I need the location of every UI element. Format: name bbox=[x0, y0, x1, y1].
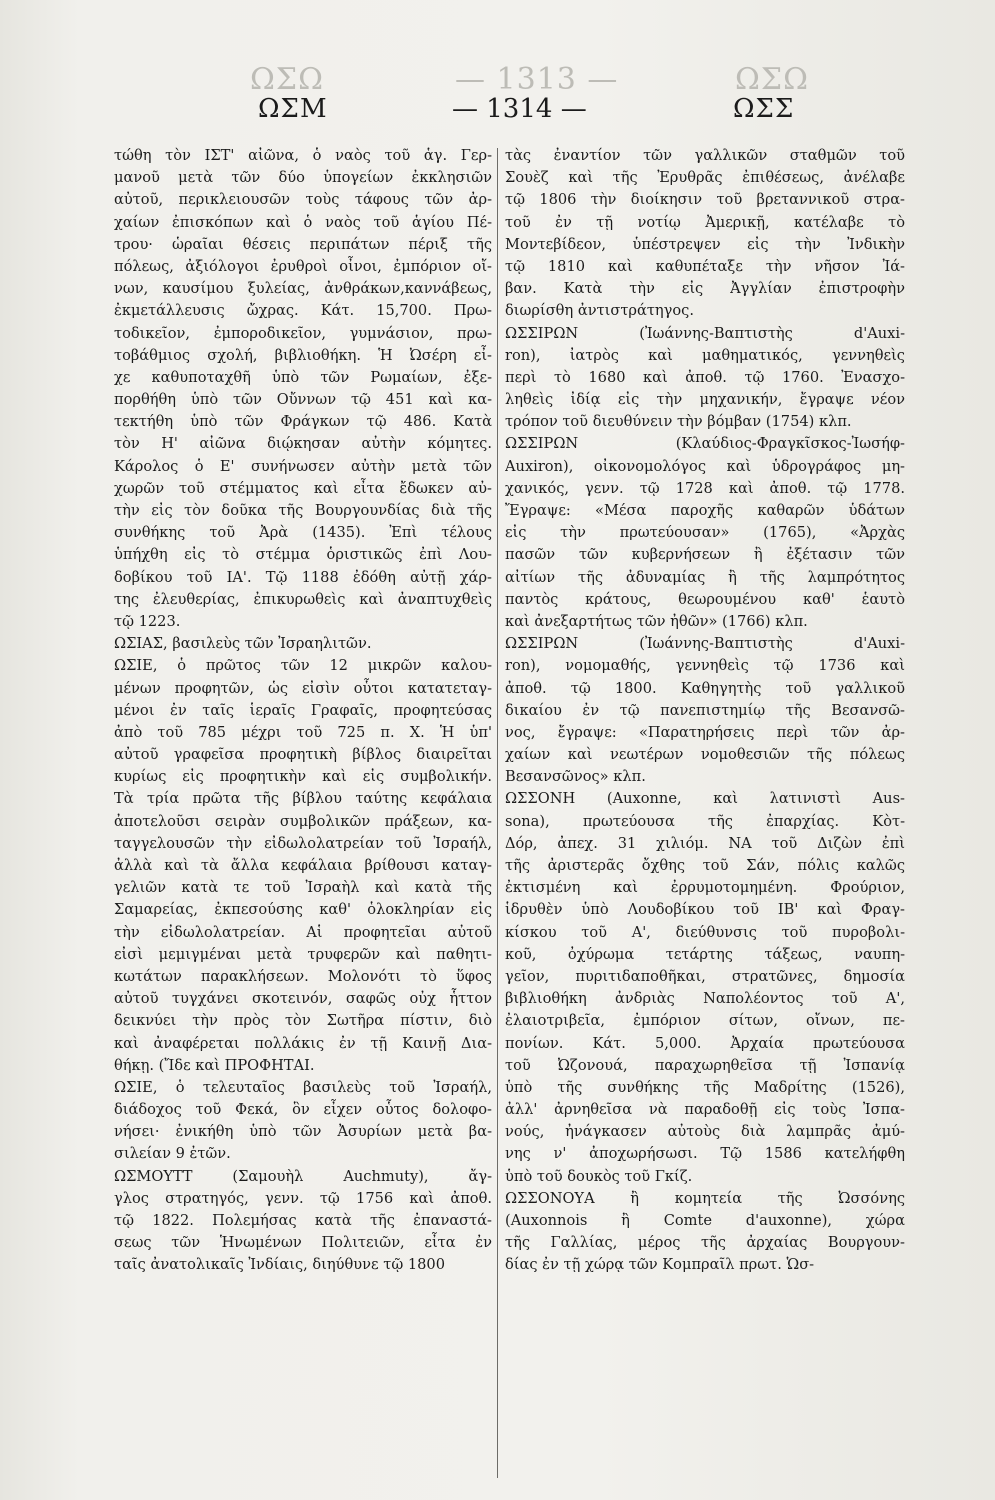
text-line: τοβάθμιος σχολή, βιβλιοθήκη. Ἡ Ὠσέρη εἶ- bbox=[114, 346, 492, 364]
text-line: τρου· ὡραῖαι θέσεις περιπάτων πέριξ τῆς bbox=[114, 235, 492, 253]
text-line: νης ν' ἀποχωρήσωσι. Τῷ 1586 κατελήφθη bbox=[505, 1145, 905, 1163]
text-line: νων, καυσίμου ξυλείας, ἀνθράκων,καννάβεως, bbox=[114, 280, 492, 298]
text-line: διάδοχος τοῦ Φεκά, ὃν εἶχεν οὗτος δολοφο- bbox=[114, 1101, 492, 1119]
text-line: παντὸς κράτους, θεωρουμένου καθ' ἑαυτὸ bbox=[505, 590, 905, 608]
text-line: τὸν Η' αἰῶνα διῴκησαν αὐτὴν κόμητες. bbox=[114, 435, 492, 453]
text-line: σιλείαν 9 ἐτῶν. bbox=[114, 1145, 231, 1163]
text-line: ἀλλὰ καὶ τὰ ἄλλα κεφάλαια βρίθουσι καταγ- bbox=[114, 857, 492, 874]
text-line: ταῖς ἀνατολικαῖς Ἰνδίαις, διηύθυνε τῷ 1800 bbox=[114, 1256, 446, 1274]
left-column bbox=[114, 145, 492, 1277]
text-line: Κάρολος ὁ Ε' συνήνωσεν αὐτὴν μετὰ τῶν bbox=[114, 457, 492, 475]
text-line: τῆς ἀριστερᾶς ὄχθης τοῦ Σάν, πόλις καλῶς bbox=[505, 857, 905, 874]
text-line: αὐτοῦ, περικλειουσῶν τοὺς τάφους τῶν ἀρ- bbox=[114, 191, 492, 209]
text-line: Ἔγραψε: «Μέσα παροχῆς καθαρῶν ὑδάτων bbox=[505, 502, 905, 519]
text-line: καὶ ἀνεξαρτήτως τῶν ἠθῶν» (1766) κλπ. bbox=[505, 612, 808, 630]
text-line: ΩΣΙΕ, ὁ τελευταῖος βασιλεὺς τοῦ Ἰσραήλ, bbox=[114, 1078, 492, 1096]
text-line: τῆς Γαλλίας, μέρος τῆς ἀρχαίας Βουργουν- bbox=[505, 1234, 905, 1252]
text-line: σεως τῶν Ἡνωμένων Πολιτειῶν, εἶτα ἐν bbox=[114, 1234, 492, 1252]
text-line: ἐκτισμένη καὶ ἐρρυμοτομημένη. Φρούριον, bbox=[505, 879, 905, 897]
text-line: ληθεὶς ἰδίᾳ εἰς τὴν μηχανικήν, ἔγραψε νέον bbox=[505, 391, 905, 409]
text-line: πονίων. Κάτ. 5,000. Ἀρχαία πρωτεύουσα bbox=[505, 1034, 905, 1052]
text-line: τεκτήθη ὑπὸ τῶν Φράγκων τῷ 486. Κατὰ bbox=[114, 413, 492, 431]
text-line: γλος στρατηγός, γενν. τῷ 1756 καὶ ἀποθ. bbox=[114, 1189, 492, 1207]
text-line: τῷ 1806 τὴν διοίκησιν τοῦ βρεταννικοῦ στρα- bbox=[505, 191, 905, 209]
text-line: συνθήκης τοῦ Ἀρὰ (1435). Ἐπὶ τέλους bbox=[114, 524, 492, 542]
text-line: ΩΣΜΟΥΤΤ (Σαμουὴλ Auchmuty), ἄγ- bbox=[114, 1167, 492, 1185]
text-line: ἱδρυθὲν ὑπὸ Λουδοβίκου τοῦ ΙΒ' καὶ Φραγ- bbox=[505, 901, 905, 919]
text-line: τοδικεῖον, ἐμποροδικεῖον, γυμνάσιον, πρω- bbox=[114, 324, 492, 342]
text-line: θήκῃ. (Ἴδε καὶ ΠΡΟΦΗΤΑΙ. bbox=[114, 1056, 315, 1074]
text-line: Δόρ, ἀπεχ. 31 χιλιόμ. ΝΑ τοῦ Διζὼν ἐπὶ bbox=[505, 834, 905, 852]
text-line: καὶ ἀναφέρεται πολλάκις ἐν τῇ Καινῇ Δια- bbox=[114, 1034, 492, 1052]
text-line: πόλεως, ἀξιόλογοι ἐρυθροὶ οἶνοι, ἐμπόριον οἴ- bbox=[114, 257, 492, 275]
text-line: της ἐλευθερίας, ἐπικυρωθεὶς καὶ ἀναπτυχθεὶς bbox=[114, 590, 492, 608]
text-line: ΩΣΣΟΝΟΥΑ ἢ κομητεία τῆς Ὠσσόνης bbox=[505, 1189, 905, 1207]
text-line: χανικός, γενν. τῷ 1728 καὶ ἀποθ. τῷ 1778. bbox=[505, 479, 905, 497]
running-header bbox=[0, 94, 995, 128]
text-line: κίσκου τοῦ Α', διεύθυνσις τοῦ πυροβολι- bbox=[505, 923, 905, 941]
text-line: δικαίου ἐν τῷ πανεπιστημίῳ τῆς Βεσανσῶ- bbox=[505, 701, 905, 719]
text-line: πασῶν τῶν κυβερνήσεων ἢ ἐξέτασιν τῶν bbox=[505, 546, 905, 564]
text-line: χαίων καὶ νεωτέρων νομοθεσιῶν τῆς πόλεως bbox=[505, 746, 905, 764]
text-line: νήσει· ἐνικήθη ὑπὸ τῶν Ἀσυρίων μετὰ βα- bbox=[114, 1123, 492, 1141]
text-line: ron), νομομαθής, γεννηθεὶς τῷ 1736 καὶ bbox=[505, 657, 905, 675]
text-line: γελιῶν κατὰ τε τοῦ Ἰσραὴλ καὶ κατὰ τῆς bbox=[114, 879, 492, 897]
bleed-center: — 1313 — bbox=[455, 62, 619, 97]
text-line: μένων προφητῶν, ὡς εἰσὶν οὗτοι κατατεταγ- bbox=[114, 679, 492, 697]
text-line: βιβλιοθήκη ἀνδριὰς Ναπολέοντος τοῦ Α', bbox=[505, 990, 905, 1008]
text-line: δίας ἐν τῇ χώρᾳ τῶν Κομπραῖλ πρωτ. Ὡσ- bbox=[505, 1256, 815, 1274]
text-line: ὑπὸ τοῦ δουκὸς τοῦ Γκίζ. bbox=[505, 1167, 693, 1185]
text-line: τῷ 1223. bbox=[114, 612, 181, 630]
text-line: ΩΣΣΙΡΩΝ (Ἰωάννης-Βαπτιστὴς d'Auxi- bbox=[505, 635, 905, 653]
text-line: δοβίκου τοῦ ΙΑ'. Τῷ 1188 ἐδόθη αὐτῇ χάρ- bbox=[114, 568, 492, 586]
text-line: γεῖον, πυριτιδαποθῆκαι, στρατῶνες, δημοσία bbox=[505, 967, 905, 985]
text-line: τοῦ ἐν τῇ νοτίῳ Ἀμερικῇ, κατέλαβε τὸ bbox=[505, 213, 905, 231]
text-line: ἀλλ' ἀρνηθεῖσα νὰ παραδοθῇ εἰς τοὺς Ἰσπα- bbox=[505, 1101, 905, 1119]
header-left-guideword: ΩΣΜ bbox=[258, 94, 328, 124]
text-line: τὰς ἐναντίον τῶν γαλλικῶν σταθμῶν τοῦ bbox=[505, 147, 905, 164]
text-line: μένοι ἐν ταῖς ἱεραῖς Γραφαῖς, προφητεύσας bbox=[114, 701, 492, 719]
text-line: εἰς τὴν πρωτεύουσαν» (1765), «Ἀρχὰς bbox=[505, 524, 905, 542]
text-line: κωτάτων παρακλήσεων. Μολονότι τὸ ὕφος bbox=[114, 967, 492, 985]
text-line: ὑπὸ τῆς συνθήκης τῆς Μαδρίτης (1526), bbox=[505, 1078, 905, 1096]
text-line: Βεσανσῶνος» κλπ. bbox=[505, 768, 646, 786]
text-line: νος, ἔγραψε: «Παρατηρήσεις περὶ τῶν ἀρ- bbox=[505, 723, 905, 741]
text-line: διωρίσθη ἀντιστράτηγος. bbox=[505, 302, 694, 320]
text-line: πορθήθη ὑπὸ τῶν Οὔννων τῷ 451 καὶ κα- bbox=[114, 391, 492, 409]
text-line: ὑπήχθη εἰς τὸ στέμμα ὁριστικῶς ἐπὶ Λου- bbox=[114, 546, 492, 564]
text-line: χαίων ἐπισκόπων καὶ ὁ ναὸς τοῦ ἁγίου Πέ- bbox=[114, 213, 492, 231]
text-line: ἐλαιοτριβεῖα, ἐμπόριον σίτων, οἴνων, πε- bbox=[505, 1012, 905, 1030]
text-line: δεικνύει τὴν πρὸς τὸν Σωτῆρα πίστιν, διὸ bbox=[114, 1012, 492, 1030]
text-line: ΩΣΣΙΡΩΝ (Ἰωάννης-Βαπτιστὴς d'Auxi- bbox=[505, 324, 905, 342]
text-line: αὐτοῦ γραφεῖσα προφητικὴ βίβλος διαιρεῖται bbox=[114, 746, 492, 764]
text-line: Σαμαρείας, ἐκπεσούσης καθ' ὁλοκληρίαν εἰς bbox=[114, 901, 492, 919]
text-line: Σουὲζ καὶ τῆς Ἐρυθρᾶς ἐπιθέσεως, ἀνέλαβε bbox=[505, 169, 905, 187]
text-line: τοῦ Ὠζονουά, παραχωρηθεῖσα τῇ Ἰσπανίᾳ bbox=[505, 1056, 905, 1074]
text-line: χε καθυποταχθῆ ὑπὸ τῶν Ρωμαίων, ἐξε- bbox=[114, 368, 492, 386]
bleed-right: ΩΣΩ bbox=[735, 62, 809, 97]
text-line: τὴν εἰδωλολατρείαν. Αἱ προφητεῖαι αὐτοῦ bbox=[114, 923, 492, 941]
text-line: τὴν εἰς τὸν δοῦκα τῆς Βουργουνδίας διὰ τῆς bbox=[114, 502, 492, 519]
text-line: Auxiron), οἰκονομολόγος καὶ ὑδρογράφος μη- bbox=[505, 457, 905, 475]
text-line: περὶ τὸ 1680 καὶ ἀποθ. τῷ 1760. Ἐνασχο- bbox=[505, 368, 905, 386]
text-line: αἰτίων τῆς ἀδυναμίας ἢ τῆς λαμπρότητος bbox=[505, 568, 905, 586]
text-line: εἰσὶ μεμιγμέναι μετὰ τρυφερῶν καὶ παθητι- bbox=[114, 945, 492, 963]
text-line: τώθη τὸν ΙΣΤ' αἰῶνα, ὁ ναὸς τοῦ ἁγ. Γερ- bbox=[114, 147, 492, 164]
text-line: τῷ 1822. Πολεμήσας κατὰ τῆς ἐπαναστά- bbox=[114, 1212, 492, 1229]
text-line: χωρῶν τοῦ στέμματος καὶ εἶτα ἔδωκεν αὐ- bbox=[114, 479, 492, 497]
column-rule bbox=[497, 148, 498, 1478]
header-right-guideword: ΩΣΣ bbox=[733, 94, 795, 124]
text-line: κυρίως εἰς προφητικὴν καὶ εἰς συμβολικήν. bbox=[114, 768, 492, 786]
right-column bbox=[505, 145, 905, 1277]
text-line: κοῦ, ὀχύρωμα τετάρτης τάξεως, ναυπη- bbox=[505, 945, 905, 963]
text-line: ron), ἰατρὸς καὶ μαθηματικός, γεννηθεὶς bbox=[505, 346, 905, 364]
text-line: ταγγελουσῶν τὴν εἰδωλολατρείαν τοῦ Ἰσραήλ, bbox=[114, 834, 492, 852]
text-line: sona), πρωτεύουσα τῆς ἐπαρχίας. Κὸτ- bbox=[505, 812, 905, 830]
text-line: νούς, ἠνάγκασεν αὐτοὺς διὰ λαμπρᾶς ἀμύ- bbox=[505, 1123, 905, 1141]
text-line: ἀποτελοῦσι σειρὰν συμβολικῶν πράξεων, κα- bbox=[114, 812, 492, 830]
text-line: μανοῦ μετὰ τῶν δύο ὑπογείων ἐκκλησιῶν bbox=[114, 169, 492, 187]
text-line: ΩΣΙΕ, ὁ πρῶτος τῶν 12 μικρῶν καλου- bbox=[114, 657, 492, 675]
text-line: ἀποθ. τῷ 1800. Καθηγητὴς τοῦ γαλλικοῦ bbox=[505, 679, 905, 697]
text-line: ΩΣΙΑΣ, βασιλεὺς τῶν Ἰσραηλιτῶν. bbox=[114, 635, 372, 653]
text-line: ΩΣΣΟΝΗ (Auxonne, καὶ λατινιστὶ Aus- bbox=[505, 790, 905, 808]
text-line: ἐκμετάλλευσις ὤχρας. Κάτ. 15,700. Πρω- bbox=[114, 302, 492, 320]
text-line: αὐτοῦ τυγχάνει σκοτεινόν, σαφῶς οὐχ ἧττον bbox=[114, 990, 492, 1008]
text-line: Μοντεβίδεον, ὑπέστρεψεν εἰς τὴν Ἰνδικὴν bbox=[505, 235, 905, 253]
page-number: — 1314 — bbox=[452, 94, 587, 124]
text-line: ἀπὸ τοῦ 785 μέχρι τοῦ 725 π. Χ. Ἡ ὑπ' bbox=[114, 723, 492, 741]
text-line: τῷ 1810 καὶ καθυπέταξε τὴν νῆσον Ἰά- bbox=[505, 257, 905, 275]
bleed-left: ΩΣΩ bbox=[250, 62, 324, 97]
text-line: Τὰ τρία πρῶτα τῆς βίβλου ταύτης κεφάλαια bbox=[114, 790, 492, 808]
text-line: βαν. Κατὰ τὴν εἰς Ἀγγλίαν ἐπιστροφὴν bbox=[505, 280, 905, 298]
text-line: ΩΣΣΙΡΩΝ (Κλαύδιος-Φραγκῖσκος-Ἰωσήφ- bbox=[505, 435, 905, 453]
text-line: (Auxonnois ἢ Comte d'auxonne), χώρα bbox=[505, 1212, 905, 1229]
text-line: τρόπον τοῦ διευθύνειν τὴν βόμβαν (1754) κλπ. bbox=[505, 413, 852, 431]
